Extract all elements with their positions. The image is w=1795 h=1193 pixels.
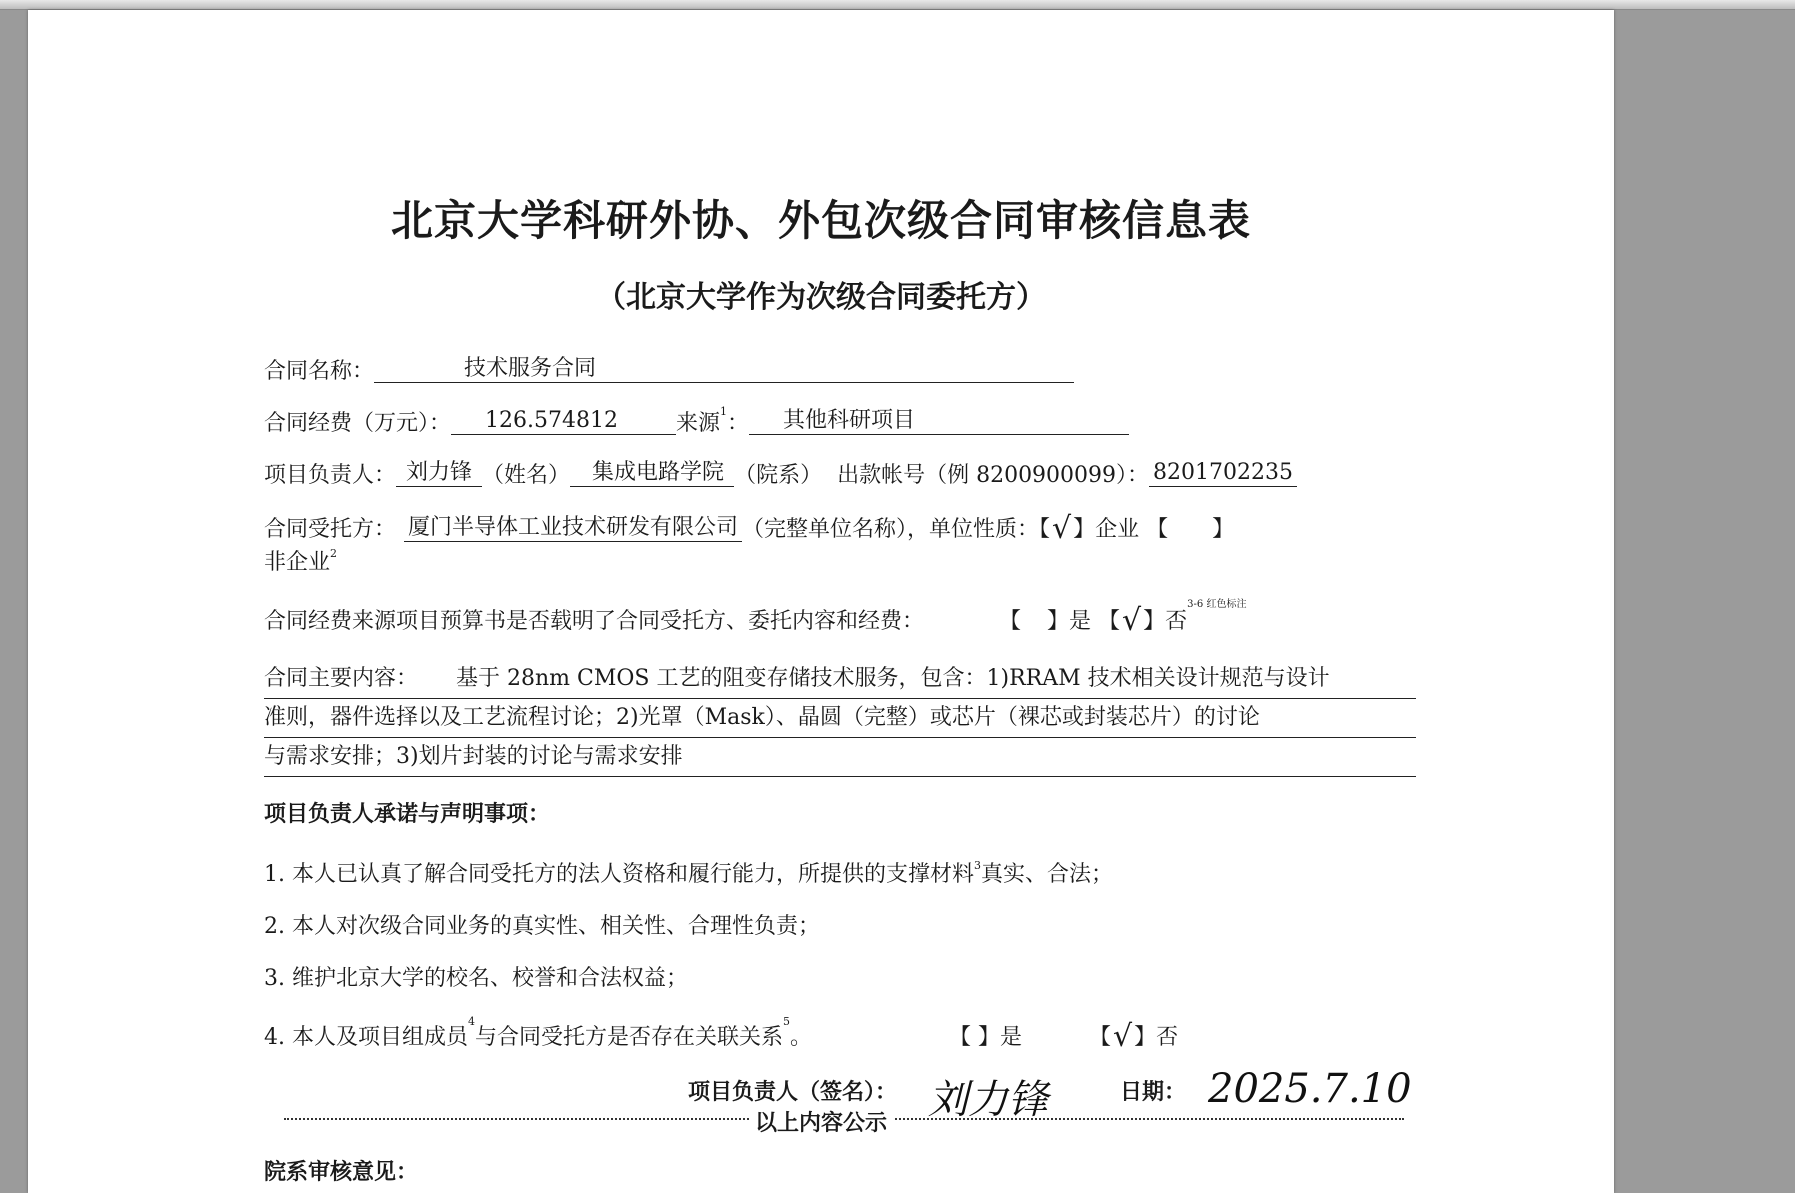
commitment-item-2: 2. 本人对次级合同业务的真实性、相关性、合理性负责； <box>264 914 820 939</box>
check-mark-icon: √ <box>1113 1019 1133 1054</box>
project-leader-row <box>264 462 1414 487</box>
department-hint: （院系） <box>734 463 823 488</box>
relation-yes-option: 【 】是 <box>949 1025 1023 1050</box>
content-line-3 <box>264 738 1416 777</box>
commitment-item-4 <box>264 1015 1414 1054</box>
relation-no-open: 【 <box>1089 1025 1112 1050</box>
content-line-2 <box>264 699 1416 738</box>
enterprise-option: 】企业 【 <box>1073 517 1169 542</box>
trustee-label: 合同受托方： <box>264 517 397 542</box>
signature-date: 2025.7.10 <box>1208 1066 1412 1112</box>
contract-content <box>264 660 1416 777</box>
contract-name-label: 合同名称： <box>264 359 375 384</box>
source-value: 其他科研项目 <box>749 410 1129 435</box>
public-notice-text: 以上内容公示 <box>749 1111 893 1136</box>
viewer-toolbar <box>0 0 1795 10</box>
page-subtitle: （北京大学作为次级合同委托方） <box>596 280 1046 315</box>
budget-no-option: 】否 <box>1143 609 1188 634</box>
budget-yes-option: 】是 【 <box>1047 609 1121 634</box>
check-mark-icon: √ <box>1052 511 1072 546</box>
document-page <box>28 10 1614 1193</box>
contract-fee-row <box>264 405 1414 436</box>
signature-label: 项目负责人（签名）： <box>688 1080 898 1105</box>
account-label: 出款帐号（例 8200900099）： <box>837 463 1150 488</box>
date-label: 日期： <box>1120 1080 1187 1105</box>
commitment-item-1 <box>264 859 1414 887</box>
budget-question-row <box>264 599 1414 638</box>
commitment-1-text: 1. 本人已认真了解合同受托方的法人资格和履行能力，所提供的支撑材料 <box>264 862 974 887</box>
relation-no-option: 】否 <box>1134 1025 1179 1050</box>
signature-handwriting: 刘力锋 <box>928 1077 1048 1123</box>
budget-question: 合同经费来源项目预算书是否载明了合同受托方、委托内容和经费： <box>264 609 925 634</box>
trustee-value: 厦门半导体工业技术研发有限公司 <box>404 517 742 542</box>
source-label: 来源 <box>676 411 721 436</box>
public-notice <box>28 1106 1614 1137</box>
leader-label: 项目负责人： <box>264 463 397 488</box>
department-review-label: 院系审核意见： <box>264 1160 419 1185</box>
content-label: 合同主要内容： <box>264 666 419 691</box>
check-mark-icon: √ <box>1122 603 1142 638</box>
commitment-item-3: 3. 维护北京大学的校名、校誉和合法权益； <box>264 966 688 991</box>
commitment-4-end: 。 <box>790 1025 813 1050</box>
content-text-2: 准则，器件选择以及工艺流程讨论；2)光罩（Mask）、晶圆（完整）或芯片（裸芯或封装芯片）的讨论 <box>264 705 1260 730</box>
commitment-4-footnote: 4 <box>467 1015 475 1028</box>
non-enterprise-bracket: 】 <box>1212 517 1235 542</box>
trustee-row <box>264 511 1414 546</box>
account-value: 8201702235 <box>1149 462 1297 487</box>
content-text-1: 基于 28nm CMOS 工艺的阻变存储技术服务，包含：1)RRAM 技术相关设计规范与设计 <box>456 666 1330 691</box>
commitment-1-end: 真实、合法； <box>981 862 1114 887</box>
trustee-hint: （完整单位名称），单位性质：【 <box>742 517 1051 542</box>
non-enterprise-option: 非企业 <box>264 550 331 575</box>
content-text-3: 与需求安排；3)划片封装的讨论与需求安排 <box>264 744 683 769</box>
department-value: 集成电路学院 <box>570 462 734 487</box>
commitment-4-text: 4. 本人及项目组成员 <box>264 1025 468 1050</box>
contract-name-row <box>264 358 1414 383</box>
budget-footnote-note: 3-6 红色标注 <box>1187 599 1247 610</box>
commitment-4-footnote-2: 5 <box>783 1015 790 1028</box>
name-hint: （姓名） <box>482 463 571 488</box>
non-enterprise-row <box>264 547 1414 575</box>
commitments-heading: 项目负责人承诺与声明事项： <box>264 802 551 827</box>
commitment-4-mid: 与合同受托方是否存在关联关系 <box>474 1025 783 1050</box>
source-colon: ： <box>727 411 750 436</box>
content-line-1 <box>264 660 1416 699</box>
non-enterprise-footnote: 2 <box>330 547 338 560</box>
leader-value: 刘力锋 <box>396 462 482 487</box>
budget-yes-open: 【 <box>999 609 1022 634</box>
contract-name-value: 技术服务合同 <box>374 358 1074 383</box>
source-footnote: 1 <box>720 405 728 418</box>
fee-label: 合同经费（万元）： <box>264 411 452 436</box>
commitment-1-footnote: 3 <box>974 859 981 872</box>
fee-value: 126.574812 <box>451 410 676 435</box>
page-title: 北京大学科研外协、外包次级合同审核信息表 <box>390 196 1251 245</box>
